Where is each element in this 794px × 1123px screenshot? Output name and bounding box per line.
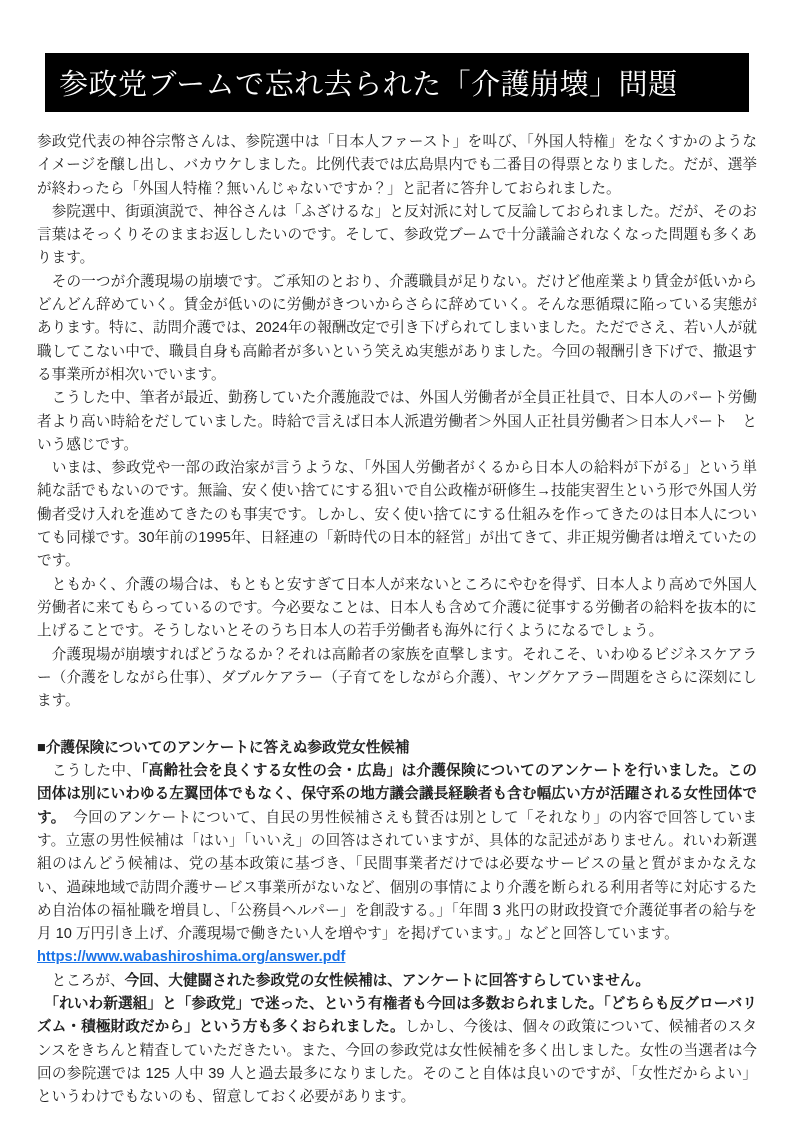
- body-paragraph: [37, 457, 757, 573]
- body-paragraph: [37, 271, 757, 387]
- emphasized-text-run: ■介護保険についてのアンケートに答えぬ参政党女性候補: [37, 739, 410, 756]
- text-run: こうした中、筆者が最近、勤務していた介護施設では、外国人労働者が全員正社員で、日本人のパート労働者より高い時給をだしていました。時給で言えば日本人派遣労働者＞外国人正社員労働者＞日本人パート という感じです。: [37, 390, 757, 453]
- section-heading: [37, 737, 757, 760]
- text-run: ともかく、介護の場合は、もともと安すぎて日本人が来ないところにやむを得ず、日本人より高めで外国人労働者に来てもらっているのです。今必要なことは、日本人も含めて介護に従事する労働者の給料を抜本的に上げることです。そうしないとそのうち日本人の若手労働者も海外に行くようになるでしょう。: [37, 576, 757, 640]
- answer-pdf-link[interactable]: https://www.wabashiroshima.org/answer.pdf: [37, 949, 346, 966]
- emphasized-text-run: 「高齢社会を良くする女性の会・広島」は介護保険についてのアンケートを行いました。この団体は別にいわゆる左翼団体でもなく、保守系の地方議会議長経験者も含む幅広い方が活躍される女性団体です。: [37, 763, 757, 826]
- body-paragraph: [37, 970, 757, 993]
- link-paragraph: [37, 946, 757, 969]
- body-paragraph: [37, 131, 757, 201]
- text-run: 参院選中、街頭演説で、神谷さんは「ふざけるな」と反対派に対して反論しておられました。だが、そのお言葉はそっくりそのままお返ししたいのです。そして、参政党ブームで十分議論されなくなった問題も多くあります。: [37, 203, 757, 267]
- text-run: その一つが介護現場の崩壊です。ご承知のとおり、介護職員が足りない。だけど他産業より賃金が低いからどんどん辞めていく。賃金が低いのに労働がきついからさらに辞めていく。そんな悪循環に陥っている実態があります。特に、訪問介護では、2024年の報酬改定で引き下げられてしまいました。ただでさえ、若い人が就職してこない中で、職員自身も高齢者が多いという笑えぬ実態がありました。今回の報酬引き下げで、撤退する事業所が相次いでいます。: [37, 273, 757, 383]
- text-run: 介護現場が崩壊すればどうなるか？それは高齢者の家族を直撃します。それこそ、いわゆるビジネスケアラー（介護をしながら仕事）、ダブルケアラー（子育てをしながら介護）、ヤングケアラー問題をさらに深刻にします。: [37, 646, 757, 710]
- body-paragraph: [37, 760, 757, 946]
- body-paragraph: [37, 644, 757, 714]
- text-run: しかし、今後は、個々の政策について、候補者のスタンスをきちんと精査していただきたい。また、今回の参政党は女性候補を多く出しました。女性の当選者は今回の参院選では 125 人中 39 人と過去最多になりました。そのこと自体は良いのですが、「女性だからよい」というわけでもないのも、留意しておく必要があります。: [37, 1019, 757, 1106]
- body-paragraph: [37, 387, 757, 457]
- paragraph-spacer: [37, 713, 757, 736]
- body-paragraph: [37, 574, 757, 644]
- emphasized-text-run: 今回、大健闘された参政党の女性候補は、アンケートに回答すらしていません。: [124, 972, 650, 989]
- text-run: いまは、参政党や一部の政治家が言うような、「外国人労働者がくるから日本人の給料が下がる」という単純な話でもないのです。無論、安く使い捨てにする狙いで自公政権が研修生→技能実習生という形で外国人労働者受け入れを進めてきたのも事実です。しかし、安く使い捨てにする仕組みを作ってきたのは日本人についても同様です。30年前の1995年、日経連の「新時代の日本的経営」が出てきて、非正規労働者は増えていたのです。: [37, 460, 757, 570]
- text-run: 参政党代表の神谷宗幣さんは、参院選中は「日本人ファースト」を叫び、「外国人特権」をなくすかのようなイメージを醸し出し、バカウケしました。比例代表では広島県内でも二番目の得票となりました。だが、選挙が終わったら「外国人特権？無いんじゃないですか？」と記者に答弁しておられました。: [37, 134, 757, 197]
- body-paragraph: [37, 201, 757, 271]
- page-title: 参政党ブームで忘れ去られた「介護崩壊」問題: [59, 69, 678, 101]
- article-body: [37, 131, 757, 1109]
- text-run: 今回のアンケートについて、自民の男性候補さえも賛否は別として「それなり」の内容で回答しています。立憲の男性候補は「はい」「いいえ」の回答はされていますが、具体的な記述がありません。れいわ新選組のはんどう候補は、党の基本政策に基づき、「民間事業者だけでは必要なサービスの量と質がまかなえない、過疎地域で訪問介護サービス事業所がないなど、個別の事情により介護を断られる利用者等に対応するため自治体の福祉職を増員し、「公務員ヘルパー」を創設する。」「年間 3 兆円の財政投資で介護従事者の給与を月 10 万円引き上げ、介護現場で働きたい人を増やす」を掲げています。」などと回答しています。: [37, 809, 757, 943]
- emphasized-text-run: 「れいわ新選組」と「参政党」で迷った、という有権者も今回は多数おられました。「どちらも反グローバリズム・積極財政だから」という方も多くおられました。: [37, 995, 757, 1036]
- text-run: [37, 996, 52, 1012]
- title-banner: [45, 53, 749, 112]
- text-run: こうした中、: [37, 763, 142, 780]
- body-paragraph: [37, 993, 757, 1109]
- text-run: ところが、: [37, 972, 125, 989]
